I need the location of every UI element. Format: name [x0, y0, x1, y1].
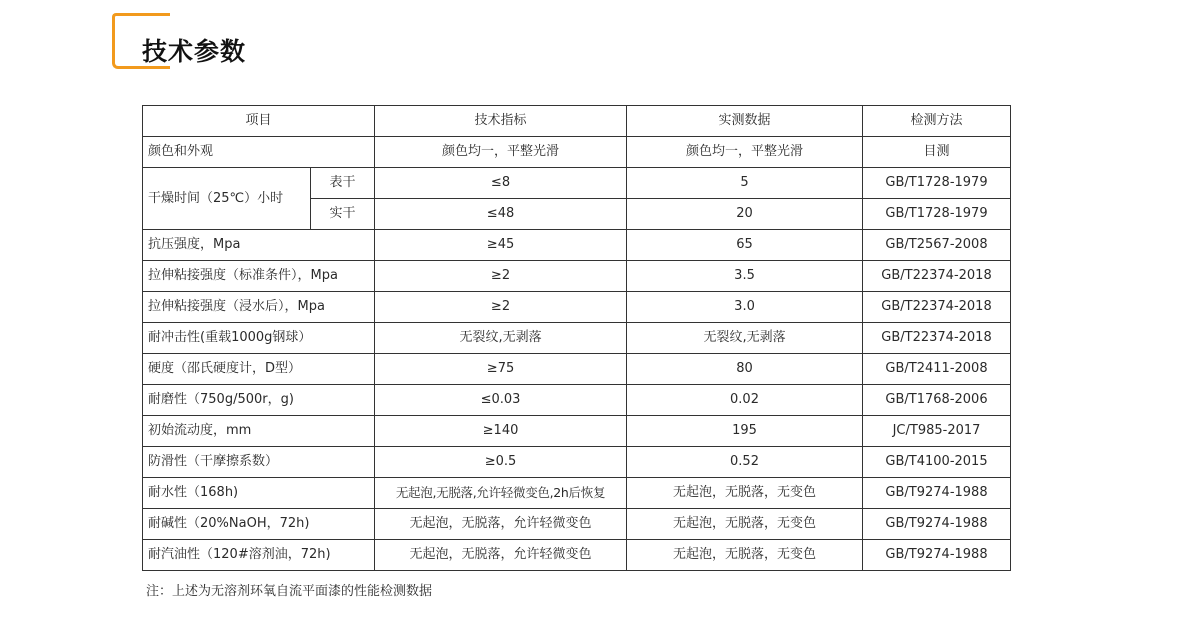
cell-measured: 无起泡，无脱落，无变色: [627, 509, 863, 540]
cell-item: 耐汽油性（120#溶剂油，72h): [143, 540, 375, 571]
cell-spec: 无起泡，无脱落，允许轻微变色: [375, 509, 627, 540]
cell-item: 耐碱性（20%NaOH，72h): [143, 509, 375, 540]
cell-item: 颜色和外观: [143, 137, 375, 168]
cell-measured: 3.5: [627, 261, 863, 292]
table-row: [143, 478, 1011, 509]
cell-item: 初始流动度，mm: [143, 416, 375, 447]
cell-spec: 无裂纹,无剥落: [375, 323, 627, 354]
cell-measured: 无起泡，无脱落，无变色: [627, 540, 863, 571]
cell-method: GB/T1768-2006: [863, 385, 1011, 416]
cell-method: GB/T22374-2018: [863, 261, 1011, 292]
table-row: [143, 292, 1011, 323]
cell-method: GB/T22374-2018: [863, 323, 1011, 354]
cell-measured: 5: [627, 168, 863, 199]
cell-measured: 3.0: [627, 292, 863, 323]
table-row: [143, 540, 1011, 571]
table-row: [143, 137, 1011, 168]
table-row: [143, 416, 1011, 447]
cell-spec: ≤0.03: [375, 385, 627, 416]
table-row: [143, 168, 1011, 199]
table-header-row: [143, 106, 1011, 137]
table-row: [143, 354, 1011, 385]
cell-measured: 0.52: [627, 447, 863, 478]
cell-method: GB/T2411-2008: [863, 354, 1011, 385]
cell-measured: 80: [627, 354, 863, 385]
cell-item: 硬度（邵氏硬度计，D型）: [143, 354, 375, 385]
cell-spec: 颜色均一，平整光滑: [375, 137, 627, 168]
cell-method: GB/T2567-2008: [863, 230, 1011, 261]
cell-item: 耐水性（168h): [143, 478, 375, 509]
table-row: [143, 323, 1011, 354]
cell-measured: 65: [627, 230, 863, 261]
parameters-table: [142, 105, 1011, 571]
cell-subitem: 表干: [311, 168, 375, 199]
table-row: [143, 509, 1011, 540]
footnote: 注：上述为无溶剂环氧自流平面漆的性能检测数据: [146, 584, 433, 599]
cell-method: 目测: [863, 137, 1011, 168]
cell-spec: ≥45: [375, 230, 627, 261]
table-row: [143, 261, 1011, 292]
cell-subitem: 实干: [311, 199, 375, 230]
table-row: [143, 385, 1011, 416]
cell-method: GB/T4100-2015: [863, 447, 1011, 478]
cell-item: 耐冲击性(重载1000g钢球）: [143, 323, 375, 354]
header-item: 项目: [143, 106, 375, 137]
cell-spec: ≥0.5: [375, 447, 627, 478]
cell-method: GB/T9274-1988: [863, 509, 1011, 540]
cell-item: 拉伸粘接强度（浸水后），Mpa: [143, 292, 375, 323]
cell-method: JC/T985-2017: [863, 416, 1011, 447]
cell-spec: ≥140: [375, 416, 627, 447]
cell-measured: 0.02: [627, 385, 863, 416]
header-measured: 实测数据: [627, 106, 863, 137]
cell-spec: ≥2: [375, 261, 627, 292]
cell-item: 防滑性（干摩擦系数）: [143, 447, 375, 478]
table-row: [143, 447, 1011, 478]
cell-spec: 无起泡,无脱落,允许轻微变色,2h后恢复: [375, 478, 627, 509]
cell-spec: 无起泡，无脱落，允许轻微变色: [375, 540, 627, 571]
header-method: 检测方法: [863, 106, 1011, 137]
cell-measured: 无裂纹,无剥落: [627, 323, 863, 354]
cell-method: GB/T22374-2018: [863, 292, 1011, 323]
cell-spec: ≥2: [375, 292, 627, 323]
cell-method: GB/T9274-1988: [863, 478, 1011, 509]
page-title: 技术参数: [142, 37, 247, 66]
cell-measured: 颜色均一，平整光滑: [627, 137, 863, 168]
cell-method: GB/T1728-1979: [863, 199, 1011, 230]
cell-measured: 195: [627, 416, 863, 447]
cell-method: GB/T9274-1988: [863, 540, 1011, 571]
cell-spec: ≥75: [375, 354, 627, 385]
cell-measured: 无起泡，无脱落，无变色: [627, 478, 863, 509]
cell-spec: ≤48: [375, 199, 627, 230]
cell-item: 抗压强度，Mpa: [143, 230, 375, 261]
cell-spec: ≤8: [375, 168, 627, 199]
table-row: [143, 230, 1011, 261]
cell-measured: 20: [627, 199, 863, 230]
cell-item: 耐磨性（750g/500r，g): [143, 385, 375, 416]
cell-item: 干燥时间（25℃）小时: [143, 168, 311, 230]
header-spec: 技术指标: [375, 106, 627, 137]
cell-method: GB/T1728-1979: [863, 168, 1011, 199]
cell-item: 拉伸粘接强度（标准条件），Mpa: [143, 261, 375, 292]
